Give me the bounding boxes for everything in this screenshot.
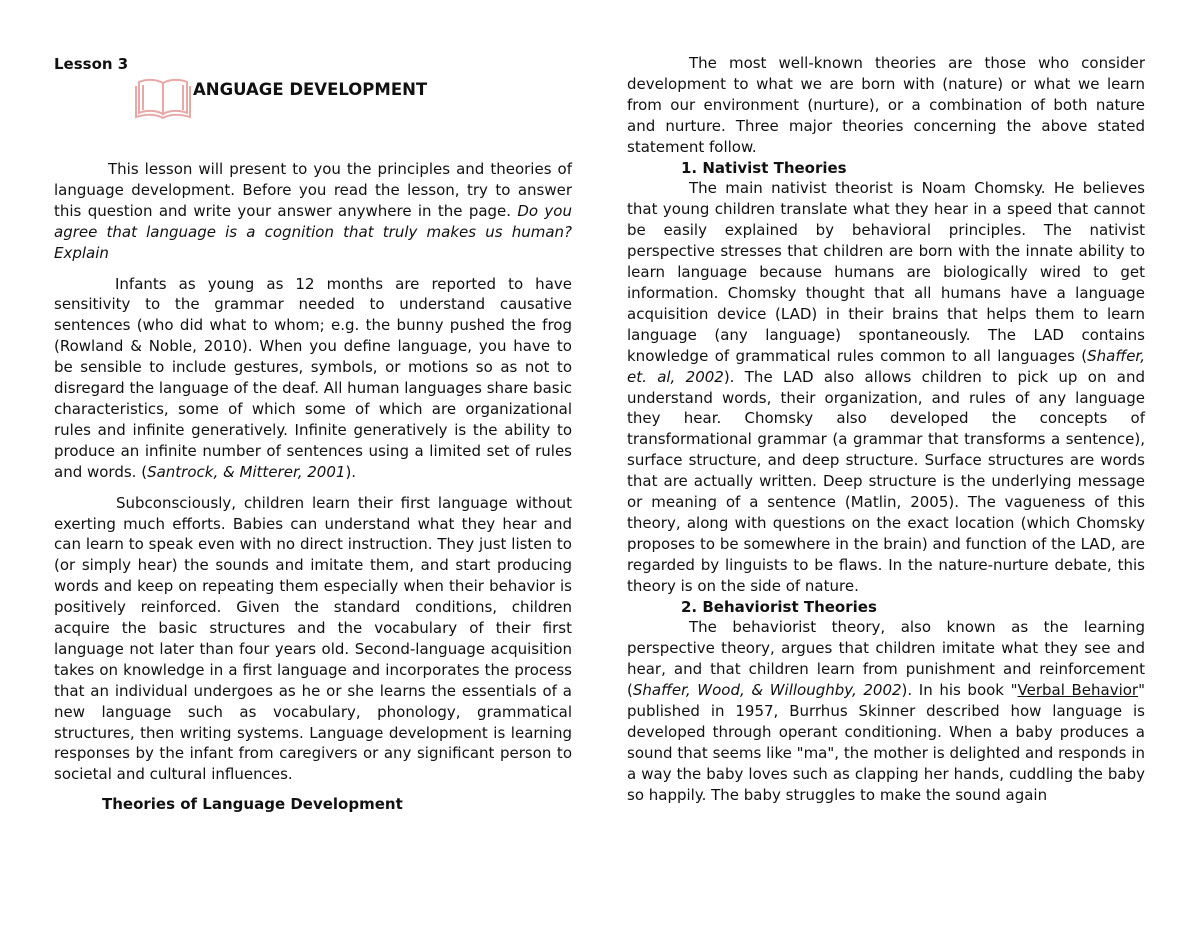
section-heading: Theories of Language Development bbox=[102, 795, 403, 814]
open-book-icon bbox=[134, 77, 192, 127]
behaviorist-text: The behaviorist theory, also known as the learning perspective theory, argues that children imitate what they see and hear, and that children learn from punishment and reinforcement ( bbox=[627, 618, 1145, 700]
right-column bbox=[627, 53, 1145, 806]
theories-intro-paragraph: The most well-known theories are those who consider development to what we are born with (nature) or what we learn from our environment (nurture), or a combination of both nature and nurture. Three major theories concerning the above stated statement follow. bbox=[627, 54, 1145, 156]
nativist-heading: 1. Nativist Theories bbox=[681, 158, 847, 177]
behaviorist-paragraph bbox=[627, 617, 1145, 805]
infants-text: Infants as young as 12 months are reported to have sensitivity to the grammar needed to understand causative sentences (who did what to whom; e.g. the bunny pushed the frog (Rowland & Noble, 2010). When you define language, you have to be sensible to include gestures, symbols, or motions so as not to disregard the language of the deaf. All human languages share basic characteristics, some of which some of which are organizational rules and infinite generatively. Infinite generatively is the ability to produce an infinite number of sentences using a limited set of rules and words. ( bbox=[54, 274, 572, 481]
verbal-behavior-link[interactable]: Verbal Behavior bbox=[1017, 681, 1139, 700]
behaviorist-text-end: " published in 1957, Burrhus Skinner described how language is developed through operant conditioning. When a baby produces a sound that seems like "ma", the mother is delighted and responds in a way the baby loves such as clapping her hands, cuddling the baby so happily. The baby struggles to make the sound again bbox=[627, 681, 1145, 804]
behaviorist-heading: 2. Behaviorist Theories bbox=[681, 597, 877, 616]
infants-paragraph bbox=[54, 274, 572, 483]
title-row bbox=[54, 77, 572, 123]
infants-citation: Santrock, & Mitterer, 2001 bbox=[147, 462, 346, 481]
left-column bbox=[54, 53, 572, 815]
nativist-text: The main nativist theorist is Noam Chomsky. He believes that young children translate what they hear in a speed that cannot be easily explained by behavioral principles. The nativist perspective stresses that children are born with the innate ability to learn language because humans are biologically wired to get information. Chomsky thought that all humans have a language acquisition device (LAD) in their brains that helps them to learn language (any language) spontaneously. The LAD contains knowledge of grammatical rules common to all languages ( bbox=[627, 179, 1145, 365]
intro-text: This lesson will present to you the principles and theories of language development. Before you read the lesson, try to answer this question and write your answer anywhere in the page. bbox=[54, 160, 572, 220]
intro-paragraph bbox=[54, 159, 572, 264]
nativist-citation: Shaffer, et. al, 2002 bbox=[627, 346, 1145, 386]
lesson-label: Lesson 3 bbox=[54, 55, 129, 73]
subconscious-paragraph: Subconsciously, children learn their first language without exerting much efforts. Babies can understand what they hear and can learn to speak even with no direct instruction. They just listen to (or simply hear) the sounds and imitate them, and start producing words and keep on repeating them especially when their behavior is positively reinforced. Given the standard conditions, children acquire the basic structures and the vocabulary of their first language not later than four years old. Second-language acquisition takes on knowledge in a first language and incorporates the process that an individual undergoes as he or she learns the essentials of a new language such as vocabulary, phonology, grammatical structures, then writing systems. Language development is learning responses by the infant from caregivers or any significant person to societal and cultural influences. bbox=[54, 493, 572, 784]
infants-text-end: ). bbox=[345, 462, 357, 481]
nativist-text-end: ). The LAD also allows children to pick up on and understand words, their organization, and rules of any language they hear. Chomsky also developed the concepts of transformational grammar (a grammar that transforms a sentence), surface structure, and deep structure. Surface structures are words that are actually written. Deep structure is the underlying message or meaning of a sentence (Matlin, 2005). The vagueness of this theory, along with questions on the exact location (which Chomsky proposes to be somewhere in the brain) and function of the LAD, are regarded by linguists to be flaws. In the nature-nurture debate, this theory is on the side of nature. bbox=[627, 367, 1145, 595]
behaviorist-text-mid: ). In his book " bbox=[901, 681, 1018, 700]
intro-question: Do you agree that language is a cognition that truly makes us human? Explain bbox=[54, 201, 572, 262]
behaviorist-citation: Shaffer, Wood, & Willoughby, 2002 bbox=[632, 681, 902, 700]
nativist-paragraph bbox=[627, 178, 1145, 596]
document-title: ANGUAGE DEVELOPMENT bbox=[193, 80, 428, 99]
